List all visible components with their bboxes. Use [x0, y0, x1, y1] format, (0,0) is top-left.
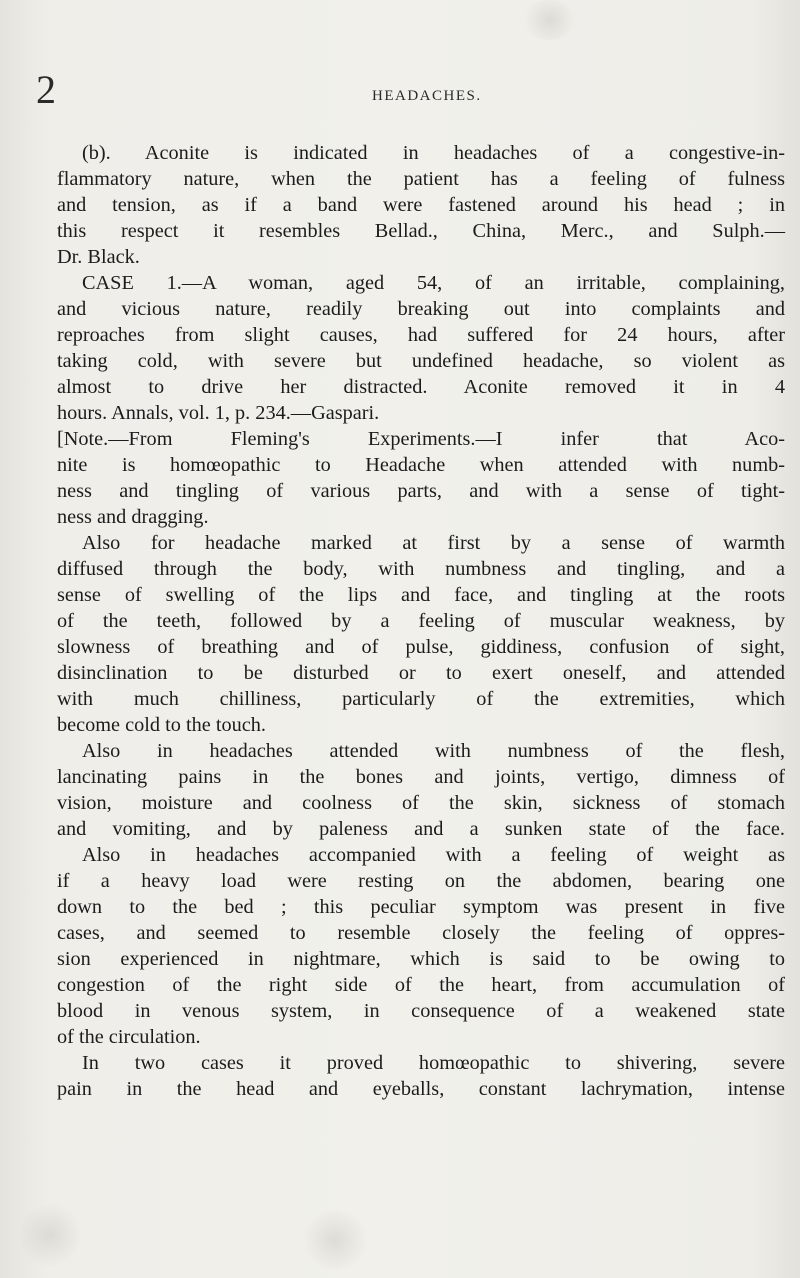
text-line: hours. Annals, vol. 1, p. 234.—Gaspari. — [57, 402, 380, 424]
text-line: cases, and seemed to resemble closely the feeling of oppres- — [57, 922, 785, 944]
text-line: down to the bed ; this peculiar symptom was present in five — [57, 896, 785, 918]
text-line: pain in the head and eyeballs, constant lachrymation, intense — [57, 1078, 785, 1100]
text-line: this respect it resembles Bellad., China, Merc., and Sulph.— — [57, 220, 785, 242]
text-line: disinclination to be disturbed or to exert oneself, and attended — [57, 662, 785, 684]
text-line: lancinating pains in the bones and joints, vertigo, dimness of — [57, 766, 785, 788]
text-line: become cold to the touch. — [57, 714, 266, 736]
text-line: vision, moisture and coolness of the skin, sickness of stomach — [57, 792, 785, 814]
text-line: CASE 1.—A woman, aged 54, of an irritable, complaining, — [82, 272, 785, 294]
text-line: and vomiting, and by paleness and a sunken state of the face. — [57, 818, 785, 840]
text-line: nite is homœopathic to Headache when attended with numb- — [57, 454, 785, 476]
text-line: flammatory nature, when the patient has a feeling of fulness — [57, 168, 785, 190]
text-line: diffused through the body, with numbness and tingling, and a — [57, 558, 785, 580]
text-line: Also for headache marked at first by a sense of warmth — [82, 532, 785, 554]
text-line: (b). Aconite is indicated in headaches of a congestive-in- — [82, 142, 785, 164]
text-line: if a heavy load were resting on the abdomen, bearing one — [57, 870, 785, 892]
body-text — [57, 140, 785, 1102]
text-line: blood in venous system, in consequence of a weakened state — [57, 1000, 785, 1022]
show-through-mark — [520, 0, 580, 40]
text-line: Dr. Black. — [57, 246, 140, 268]
text-line: taking cold, with severe but undefined headache, so violent as — [57, 350, 785, 372]
text-line: [Note.—From Fleming's Experiments.—I infer that Aco- — [57, 428, 785, 450]
text-line: ness and tingling of various parts, and with a sense of tight- — [57, 480, 785, 502]
page-number: 2 — [36, 67, 56, 112]
text-line: Also in headaches accompanied with a feeling of weight as — [82, 844, 785, 866]
text-line: almost to drive her distracted. Aconite removed it in 4 — [57, 376, 785, 398]
text-line: ness and dragging. — [57, 506, 209, 528]
text-line: of the circulation. — [57, 1026, 201, 1048]
text-line: reproaches from slight causes, had suffered for 24 hours, after — [57, 324, 785, 346]
show-through-mark — [300, 1210, 370, 1270]
text-line: sense of swelling of the lips and face, and tingling at the roots — [57, 584, 785, 606]
text-line: In two cases it proved homœopathic to shivering, severe — [82, 1052, 785, 1074]
show-through-mark — [20, 1200, 80, 1270]
text-line: Also in headaches attended with numbness of the flesh, — [82, 740, 785, 762]
text-line: slowness of breathing and of pulse, giddiness, confusion of sight, — [57, 636, 785, 658]
running-head: HEADACHES. — [372, 88, 482, 104]
text-line: sion experienced in nightmare, which is said to be owing to — [57, 948, 785, 970]
text-line: and vicious nature, readily breaking out into complaints and — [57, 298, 785, 320]
text-line: of the teeth, followed by a feeling of muscular weakness, by — [57, 610, 785, 632]
text-line: with much chilliness, particularly of the extremities, which — [57, 688, 785, 710]
text-line: and tension, as if a band were fastened around his head ; in — [57, 194, 785, 216]
text-line: congestion of the right side of the heart, from accumulation of — [57, 974, 785, 996]
